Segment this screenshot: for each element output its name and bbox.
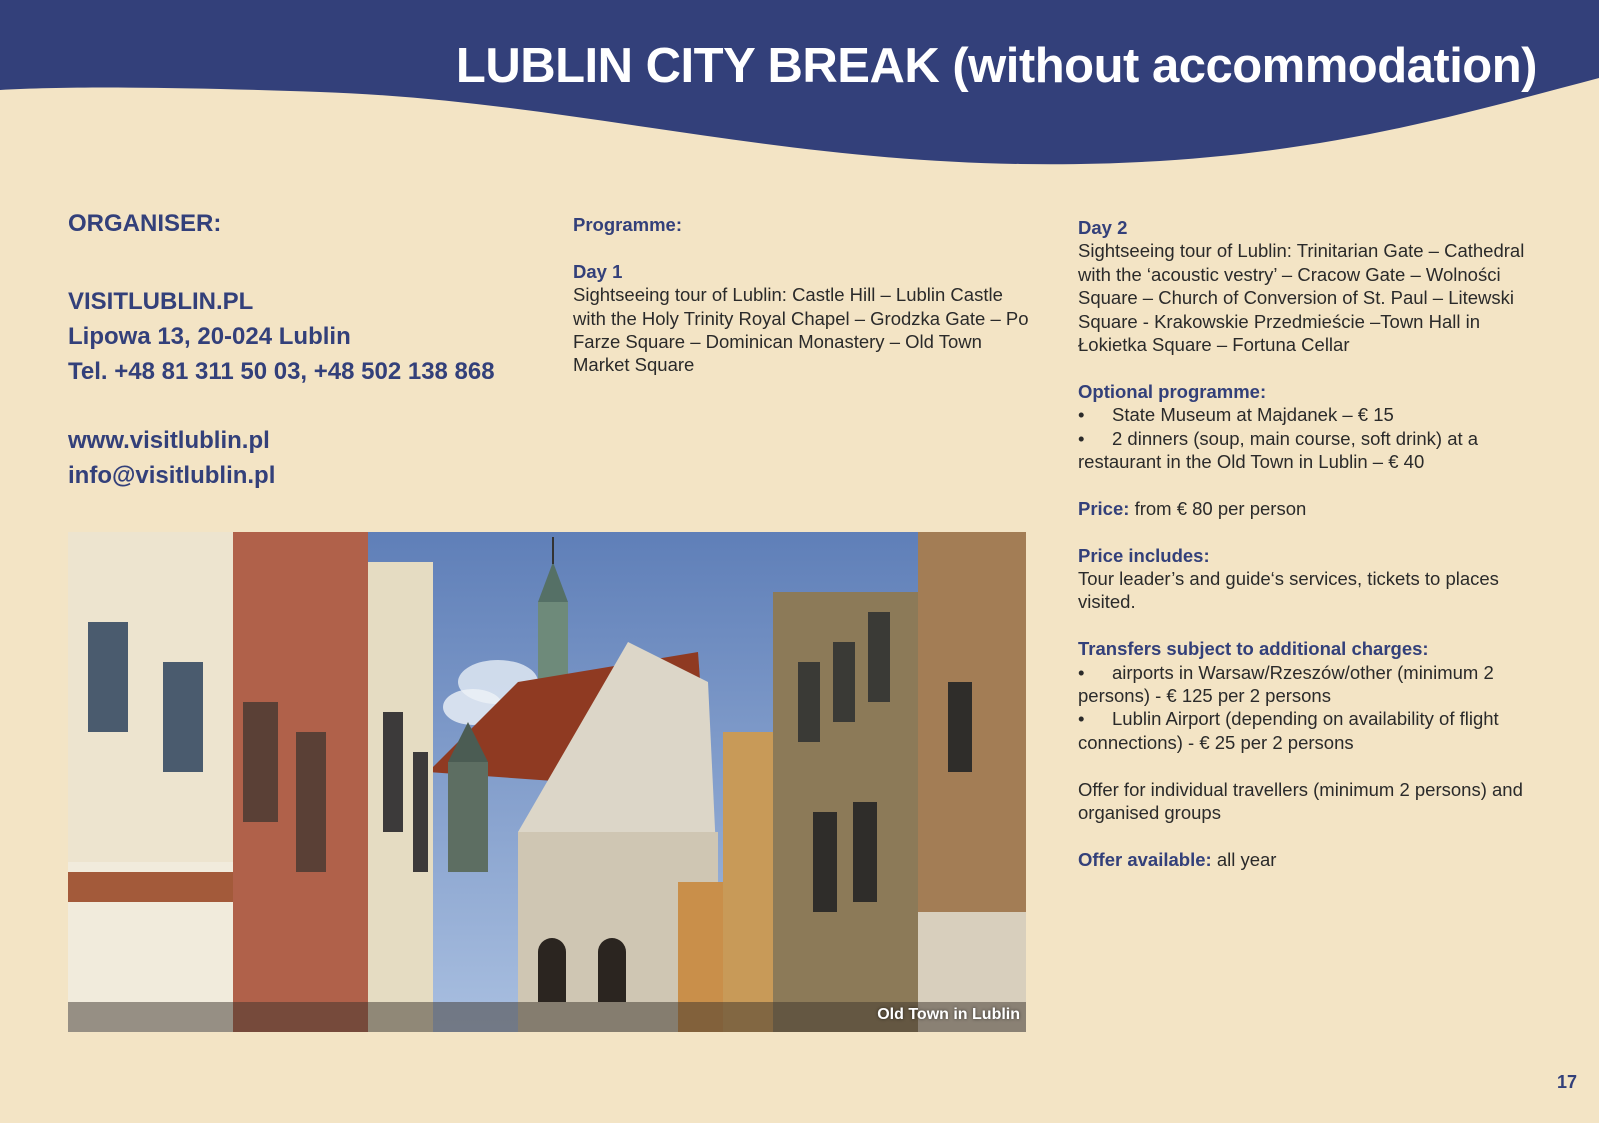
organiser-website-link[interactable]: www.visitlublin.pl — [68, 427, 270, 454]
organiser-name: VISITLUBLIN.PL — [68, 288, 254, 315]
list-item: • State Museum at Majdanek – € 15 — [1078, 404, 1394, 426]
organiser-block — [68, 210, 548, 493]
day2-label: Day 2 — [1078, 217, 1128, 238]
photo-illustration — [68, 532, 1026, 1032]
organiser-label: ORGANISER: — [68, 210, 222, 237]
bullet-icon: • — [1078, 404, 1085, 426]
photo-caption: Old Town in Lublin — [877, 1006, 1020, 1023]
day1-text: Sightseeing tour of Lublin: Castle Hill – Lublin Castle with the Holy Trinity Royal Chapel – Grodzka Gate – Po Farze Square – Dominican Monastery – Old Town Market Square — [573, 284, 1029, 376]
day2-text: Sightseeing tour of Lublin: Trinitarian Gate – Cathedral with the ‘acoustic vestry’ – Cracow Gate – Wolności Square – Church of Conversion of St. Paul – Litewski Square - Krakowskie Przedmieście –Town Hall in Łokietka Square – Fortuna Cellar — [1078, 240, 1525, 356]
price-line — [1078, 497, 1548, 520]
price-includes-text: Tour leader’s and guide‘s services, tickets to places visited. — [1078, 568, 1499, 613]
offer-available-line — [1078, 848, 1548, 871]
page-number: 17 — [1556, 1072, 1577, 1092]
list-item: • 2 dinners (soup, main course, soft drink) at a restaurant in the Old Town in Lublin – € 40 — [1078, 427, 1479, 473]
old-town-photo — [68, 532, 1026, 1032]
optional-programme-label: Optional programme: — [1078, 380, 1267, 402]
bullet-icon: • — [1078, 427, 1085, 449]
programme-column — [573, 213, 1033, 377]
organiser-email-link[interactable]: info@visitlublin.pl — [68, 462, 276, 489]
programme-label: Programme: — [573, 214, 682, 235]
price-label: Price: — [1078, 497, 1130, 519]
price-value: from € 80 per person — [1134, 497, 1307, 519]
offer-available-value: all year — [1216, 848, 1277, 870]
day1-label: Day 1 — [573, 260, 623, 282]
price-includes-label: Price includes: — [1078, 544, 1210, 566]
details-column — [1078, 216, 1548, 871]
offer-text: Offer for individual travellers (minimum 2 persons) and organised groups — [1078, 778, 1523, 824]
transfers-label: Transfers subject to additional charges: — [1078, 638, 1429, 660]
bullet-icon: • — [1078, 708, 1085, 730]
organiser-phone: Tel. +48 81 311 50 03, +48 502 138 868 — [68, 358, 495, 385]
organiser-address: Lipowa 13, 20-024 Lublin — [68, 323, 351, 350]
page-title: LUBLIN CITY BREAK (without accommodation) — [455, 39, 1537, 93]
offer-available-label: Offer available: — [1078, 848, 1212, 870]
list-item: • Lublin Airport (depending on availability of flight connections) - € 25 per 2 persons — [1078, 708, 1499, 753]
bullet-icon: • — [1078, 661, 1085, 683]
list-item: • airports in Warsaw/Rzeszów/other (minimum 2 persons) - € 125 per 2 persons — [1078, 661, 1494, 707]
